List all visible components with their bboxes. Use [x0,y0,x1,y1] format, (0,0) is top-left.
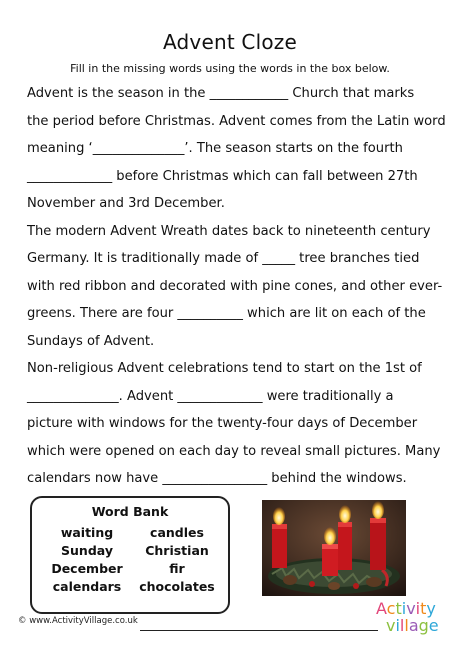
advent-wreath-photo [262,500,406,596]
word-bank-word: fir [169,561,185,576]
text-line: the period before Christmas. Advent comes from the Latin word [27,113,446,129]
activity-village-logo [376,600,456,640]
word-bank-word: December [51,561,123,576]
text-line: Sundays of Advent. [27,333,155,349]
text-line: with red ribbon and decorated with pine cones, and other ever- [27,278,443,294]
instructions: Fill in the missing words using the words in the box below. [70,62,390,75]
word-bank-box [30,496,230,614]
text-line: meaning ‘______________’. The season starts on the fourth [27,141,403,156]
word-bank-word: Christian [145,543,209,558]
copyright-footer: © www.ActivityVillage.co.uk [18,616,138,626]
text-line: Advent is the season in the ____________ Church that marks [27,86,415,101]
cloze-text [27,80,446,493]
text-line: Non-religious Advent celebrations tend to start on the 1st of [27,361,422,376]
word-bank-word: Sunday [61,543,113,558]
word-bank-word: calendars [52,579,122,594]
logo-line-1: Activity [376,599,436,618]
word-bank-grid [42,525,222,594]
logo-line-2: village [386,616,439,635]
text-line: _____________ before Christmas which can fall between 27th [27,168,418,184]
text-line: The modern Advent Wreath dates back to nineteenth century [27,223,431,239]
word-bank-word: waiting [60,525,114,540]
text-line: greens. There are four __________ which are lit on each of the [27,306,426,321]
footer-rule [140,630,378,631]
text-line: Germany. It is traditionally made of _____ tree branches tied [27,251,420,266]
word-bank-word: chocolates [139,579,215,594]
text-line: picture with windows for the twenty-four days of December [27,416,418,431]
text-line: calendars now have ________________ behind the windows. [27,471,407,486]
page-title: Advent Cloze [162,30,297,54]
text-line: which were opened on each day to reveal small pictures. Many [27,443,441,459]
text-line: ______________. Advent _____________ were traditionally a [27,388,394,404]
word-bank-title: Word Bank [91,504,169,519]
text-line: November and 3rd December. [27,196,225,211]
word-bank-word: candles [150,525,204,540]
advent-wreath-illustration [262,500,406,596]
